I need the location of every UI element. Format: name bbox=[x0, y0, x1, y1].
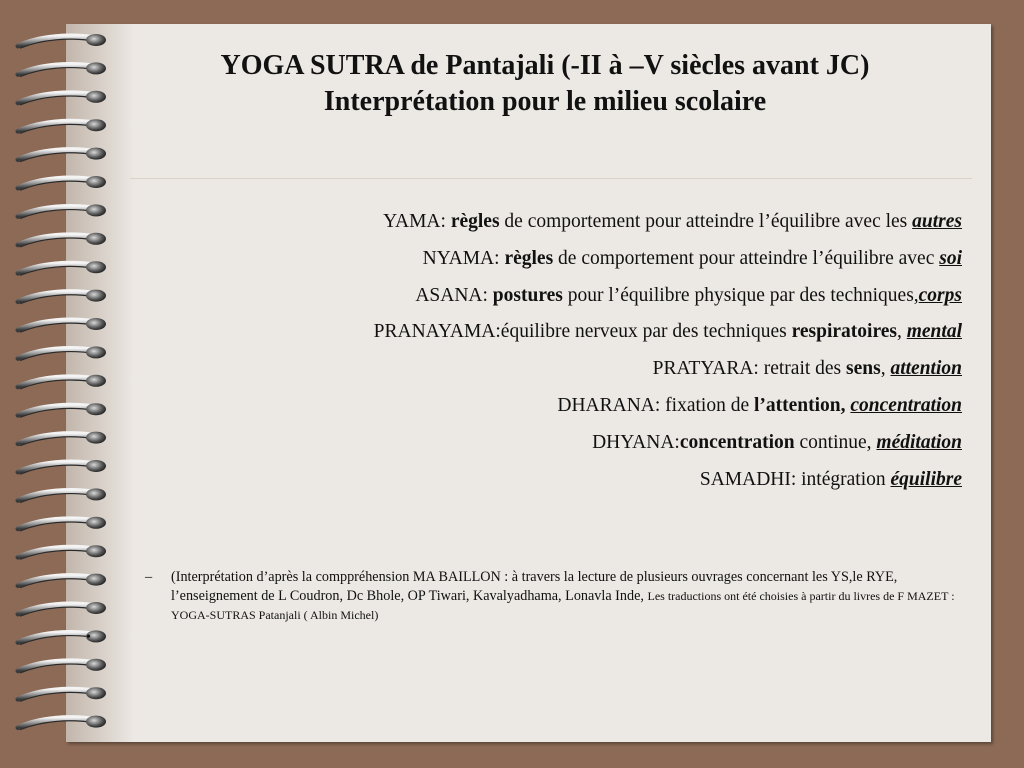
item-keyword: méditation bbox=[876, 431, 962, 453]
binding-ring bbox=[18, 91, 106, 105]
list-item-pranayama bbox=[162, 314, 962, 351]
footnote-small: Les traductions ont été choisies à partir du livres de F MAZET : YOGA-SUTRAS Patanjali ( Albin Michel) bbox=[171, 589, 955, 622]
empty-bullet: • bbox=[86, 630, 91, 645]
binding-ring bbox=[18, 659, 106, 673]
binding-ring bbox=[18, 346, 106, 360]
binding-ring bbox=[18, 716, 106, 730]
item-bold: postures bbox=[492, 284, 563, 306]
title-divider bbox=[130, 178, 972, 179]
item-text: ASANA: bbox=[415, 284, 493, 306]
title-line-2: Interprétation pour le milieu scolaire bbox=[323, 86, 767, 117]
binding-ring bbox=[18, 460, 106, 474]
item-keyword: concentration bbox=[850, 394, 962, 416]
item-text: DHARANA: fixation de bbox=[557, 394, 754, 416]
item-bold: sens bbox=[846, 358, 881, 380]
item-text: de comportement pour atteindre l’équilibre avec les bbox=[499, 211, 913, 232]
binding-ring bbox=[18, 204, 106, 218]
binding-ring bbox=[18, 517, 106, 531]
item-keyword: soi bbox=[939, 247, 962, 269]
binding-ring bbox=[18, 375, 106, 389]
item-text: , bbox=[896, 321, 907, 343]
spiral-binding bbox=[0, 0, 140, 768]
item-bold: concentration bbox=[679, 431, 795, 453]
item-keyword: mental bbox=[906, 321, 962, 343]
item-bold: règles bbox=[450, 211, 500, 232]
binding-ring bbox=[18, 62, 106, 76]
list-item-dharana bbox=[162, 388, 962, 425]
binding-ring bbox=[18, 602, 106, 616]
binding-ring bbox=[18, 630, 106, 644]
binding-ring bbox=[18, 148, 106, 162]
item-bold: règles bbox=[504, 247, 554, 269]
item-text: PRANAYAMA:équilibre nerveux par des techniques bbox=[373, 321, 792, 343]
binding-ring bbox=[18, 403, 106, 417]
list-item-samadhi bbox=[162, 462, 962, 499]
footnote-text bbox=[171, 568, 965, 625]
binding-ring bbox=[18, 176, 106, 190]
binding-ring bbox=[18, 290, 106, 304]
binding-ring bbox=[18, 34, 106, 48]
item-text: SAMADHI: intégration bbox=[699, 468, 891, 490]
item-text: pour l’équilibre physique par des techniques, bbox=[562, 284, 919, 306]
footnote-main: (Interprétation d’après la comppréhension MA BAILLON : à travers la lecture de plusieurs ouvrages concernant les YS,le RYE, l’enseignement de L Coudron, Dc Bhole, OP Tiwari, Kavalyadhama, Lonavla Inde, bbox=[171, 569, 898, 604]
footnote bbox=[145, 568, 965, 625]
title-line-1: YOGA SUTRA de Pantajali (-II à –V siècles avant JC) bbox=[220, 50, 870, 81]
list-item-pratyara bbox=[162, 351, 962, 388]
binding-ring bbox=[18, 488, 106, 502]
item-keyword: autres bbox=[912, 211, 962, 232]
binding-ring bbox=[18, 318, 106, 332]
binding-ring bbox=[18, 261, 106, 275]
item-text: , bbox=[880, 358, 891, 380]
item-text: YAMA: bbox=[383, 211, 451, 232]
item-text: NYAMA: bbox=[422, 247, 505, 269]
item-text: DHYANA: bbox=[592, 431, 680, 453]
item-keyword: attention bbox=[890, 358, 962, 380]
item-keyword: équilibre bbox=[890, 468, 962, 490]
binding-ring bbox=[18, 119, 106, 133]
list-item-asana bbox=[162, 278, 962, 315]
item-keyword: corps bbox=[918, 284, 962, 306]
list-item-nyama bbox=[162, 241, 962, 278]
binding-ring bbox=[18, 233, 106, 247]
binding-ring bbox=[18, 432, 106, 446]
item-text: de comportement pour atteindre l’équilibre avec bbox=[553, 247, 940, 269]
item-text: continue, bbox=[794, 431, 877, 453]
binding-ring bbox=[18, 687, 106, 701]
slide-title bbox=[130, 48, 960, 120]
item-bold: l’attention, bbox=[754, 394, 846, 416]
item-text: PRATYARA: retrait des bbox=[652, 358, 847, 380]
binding-ring bbox=[18, 574, 106, 588]
footnote-dash: – bbox=[145, 569, 153, 585]
sutra-list bbox=[162, 204, 962, 498]
list-item-dhyana bbox=[162, 425, 962, 462]
list-item-yama bbox=[162, 204, 962, 241]
item-bold: respiratoires bbox=[791, 321, 897, 343]
binding-ring bbox=[18, 545, 106, 559]
